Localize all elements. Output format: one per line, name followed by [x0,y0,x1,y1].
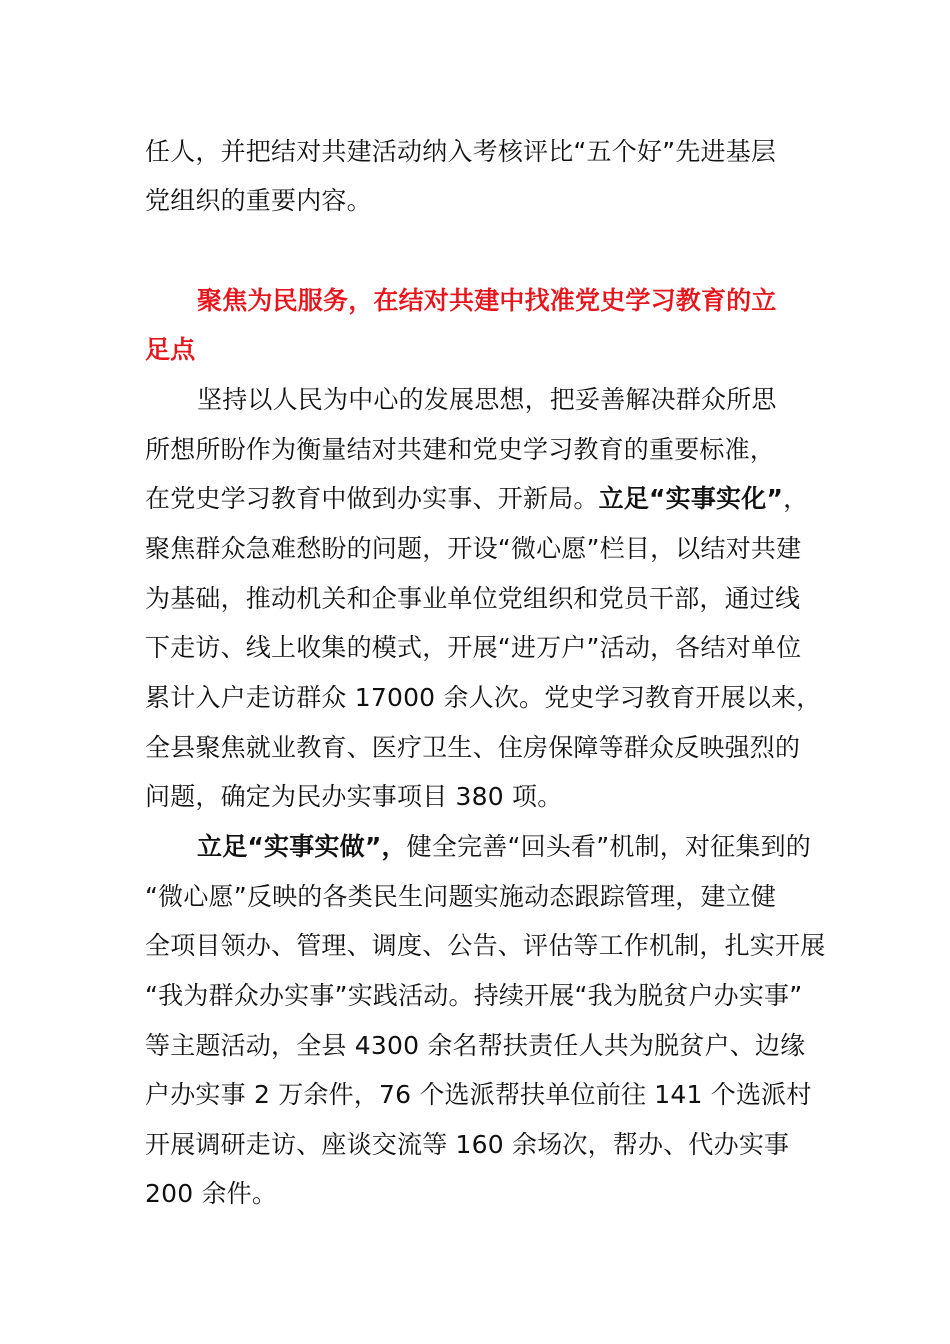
p1-line-8: 全县聚焦就业教育、医疗卫生、住房保障等群众反映强烈的 [145,733,801,762]
p2-line-4: “我为群众办实事”实践活动。持续开展“我为脱贫户办实事” [145,981,803,1010]
p1-bold-phrase: 立足“实事实化” [598,484,784,513]
p1-line-1: 坚持以人民为中心的发展思想，把妥善解决群众所思 [197,385,777,414]
p1-line-3-text: 在党史学习教育中做到办实事、开新局。 [145,484,599,513]
p1-line-6: 下走访、线上收集的模式，开展“进万户”活动，各结对单位 [145,633,802,662]
p1-line-4: 聚焦群众急难愁盼的问题，开设“微心愿”栏目，以结对共建 [145,534,802,563]
p2-line-8: 200 余件。 [145,1179,278,1208]
p1-line-7: 累计入户走访群众 17000 余人次。党史学习教育开展以来， [145,683,822,712]
p1-line-3 [145,474,825,524]
p1-line-9: 问题，确定为民办实事项目 380 项。 [145,782,563,811]
p2-line-5: 等主题活动，全县 4300 余名帮扶责任人共为脱贫户、边缘 [145,1031,806,1060]
p2-line-6: 户办实事 2 万余件，76 个选派帮扶单位前往 141 个选派村 [145,1080,812,1109]
intro-line-1: 任人，并把结对共建活动纳入考核评比“五个好”先进基层 [145,137,777,166]
p2-line-2: “微心愿”反映的各类民生问题实施动态跟踪管理，建立健 [145,882,777,911]
intro-line-2: 党组织的重要内容。 [145,186,372,215]
p1-line-5: 为基础，推动机关和企事业单位党组织和党员干部，通过线 [145,584,801,613]
p2-line-1-text: 健全完善“回头看”机制，对征集到的 [406,832,811,861]
p2-line-7: 开展调研走访、座谈交流等 160 余场次，帮办、代办实事 [145,1130,790,1159]
p2-line-1 [197,822,825,872]
p2-line-3: 全项目领办、管理、调度、公告、评估等工作机制，扎实开展 [145,931,826,960]
p2-bold-phrase: 立足“实事实做”， [197,832,407,861]
p1-line-3-tail: ， [783,484,809,513]
section-heading-line-2: 足点 [145,335,196,364]
p1-line-2: 所想所盼作为衡量结对共建和党史学习教育的重要标准， [145,435,776,464]
section-heading-line-1: 聚焦为民服务，在结对共建中找准党史学习教育的立 [197,286,777,315]
